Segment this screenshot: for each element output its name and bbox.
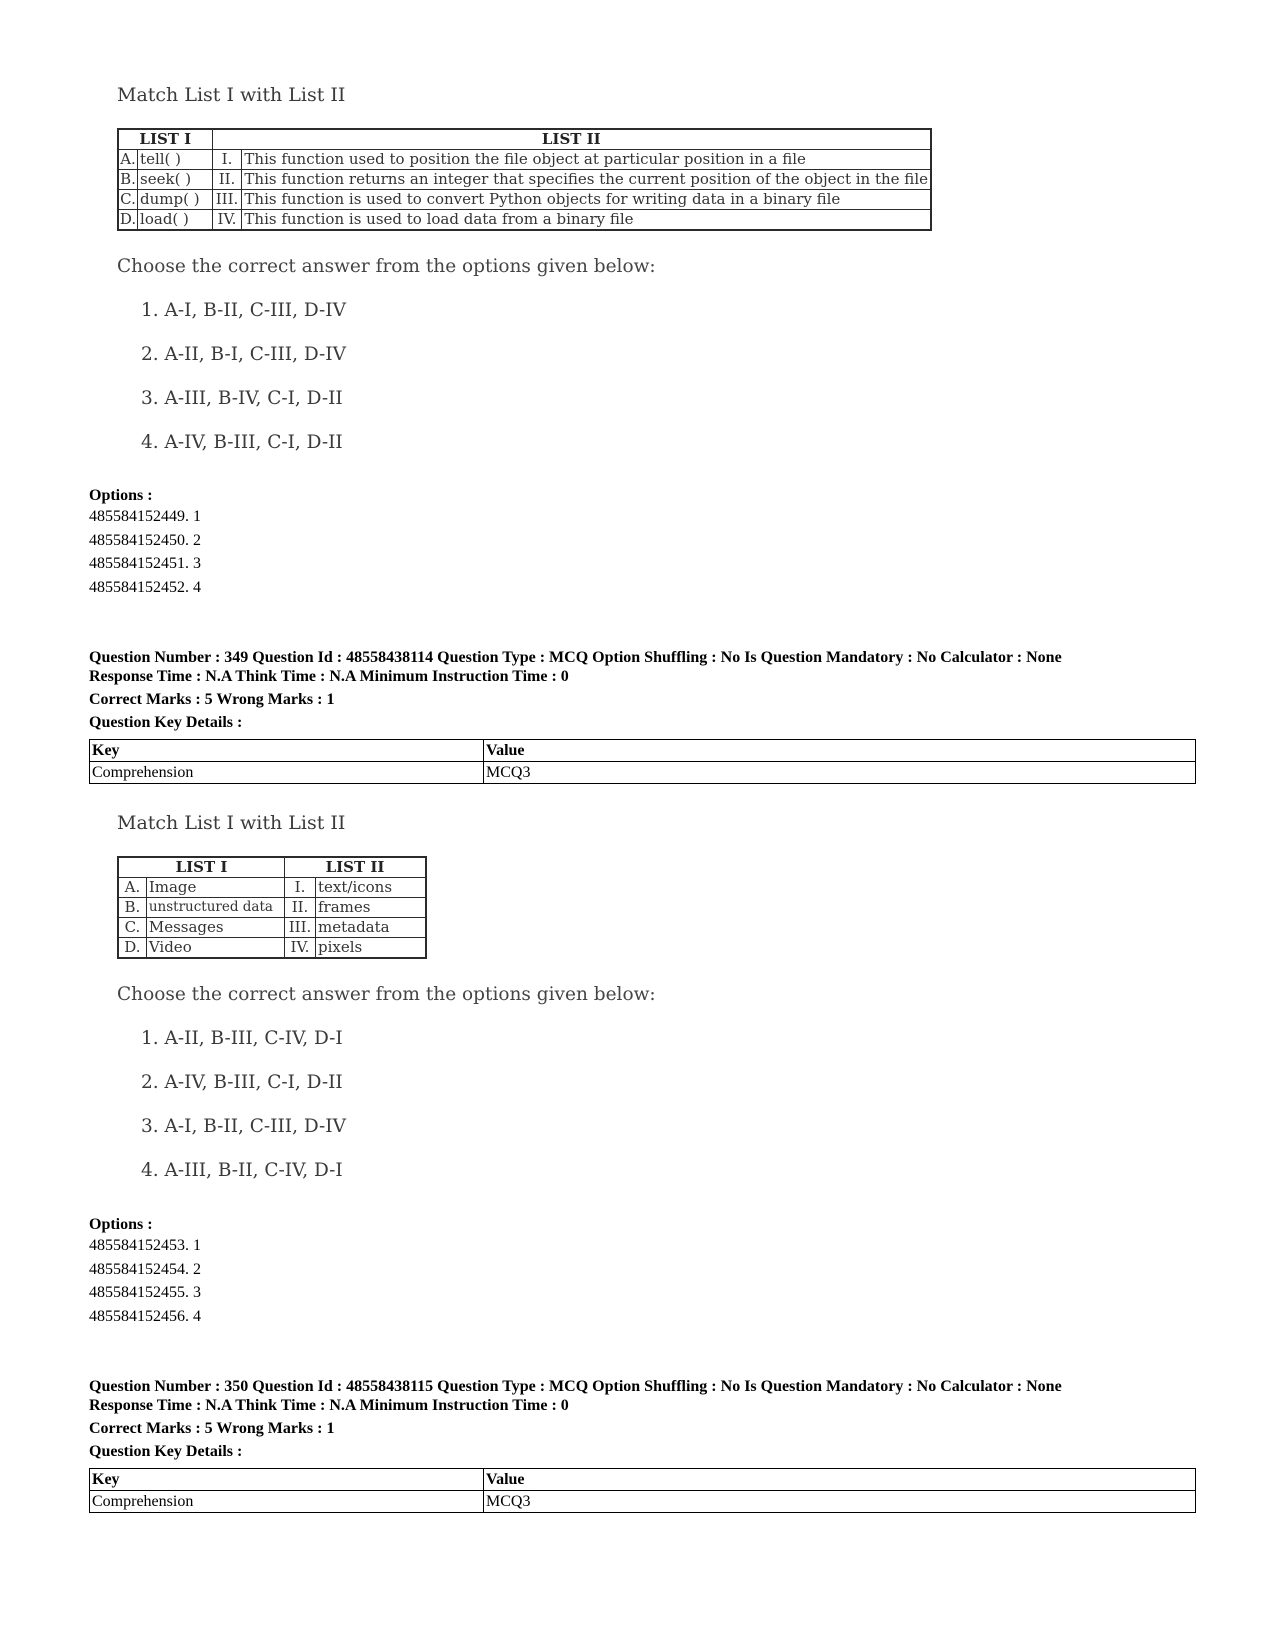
answer-choice: 3. A-III, B-IV, C-I, D-II xyxy=(141,388,343,409)
options-title: Options : xyxy=(89,1216,153,1233)
value-cell: MCQ3 xyxy=(484,1491,1196,1513)
answer-choice: 1. A-II, B-III, C-IV, D-I xyxy=(141,1028,343,1049)
table-row: C. Messages III. metadata xyxy=(118,918,426,938)
key-value-table xyxy=(89,739,1196,784)
table-row xyxy=(90,762,1196,784)
answer-choice: 4. A-IV, B-III, C-I, D-II xyxy=(141,432,343,453)
table-row: A. Image I. text/icons xyxy=(118,878,426,898)
meta-line-2: Response Time : N.A Think Time : N.A Minimum Instruction Time : 0 xyxy=(89,668,569,685)
value-header: Value xyxy=(484,1469,1196,1491)
option-line: 485584152450. 2 xyxy=(89,531,201,549)
table-row xyxy=(90,1491,1196,1513)
key-header: Key xyxy=(90,1469,484,1491)
key-details-title: Question Key Details : xyxy=(89,714,243,731)
table-row xyxy=(90,740,1196,762)
marks-line: Correct Marks : 5 Wrong Marks : 1 xyxy=(89,691,335,708)
answer-choice: 3. A-I, B-II, C-III, D-IV xyxy=(141,1116,346,1137)
option-line: 485584152453. 1 xyxy=(89,1237,201,1254)
question-348-image xyxy=(117,80,937,460)
answer-choice: 2. A-II, B-I, C-III, D-IV xyxy=(141,344,346,365)
key-details-title: Question Key Details : xyxy=(89,1443,243,1460)
meta-line-1: Question Number : 350 Question Id : 48558438115 Question Type : MCQ Option Shuffling : No Is Question Mandatory : No Calculator : None xyxy=(89,1378,1062,1395)
options-title: Options : xyxy=(89,487,153,504)
match-table xyxy=(117,856,427,959)
key-header: Key xyxy=(90,740,484,762)
question-heading: Match List I with List II xyxy=(117,812,346,834)
meta-line-1: Question Number : 349 Question Id : 48558438114 Question Type : MCQ Option Shuffling : No Is Question Mandatory : No Calculator : None xyxy=(89,649,1062,666)
option-line: 485584152451. 3 xyxy=(89,555,201,572)
answer-choice: 4. A-III, B-II, C-IV, D-I xyxy=(141,1160,343,1181)
option-line: 485584152452. 4 xyxy=(89,578,201,596)
option-line: 485584152456. 4 xyxy=(89,1307,201,1325)
key-value-table xyxy=(89,1468,1196,1513)
option-line: 485584152455. 3 xyxy=(89,1284,201,1301)
key-cell: Comprehension xyxy=(90,762,484,784)
options-block xyxy=(89,1216,201,1328)
table-row: D. load( ) IV. This function is used to load data from a binary file xyxy=(118,210,931,231)
answer-choice: 2. A-IV, B-III, C-I, D-II xyxy=(141,1072,343,1093)
table-row: C. dump( ) III. This function is used to convert Python objects for writing data in a binary file xyxy=(118,190,931,210)
value-cell: MCQ3 xyxy=(484,762,1196,784)
table-row: B. seek( ) II. This function returns an integer that specifies the current position of the object in the file xyxy=(118,170,931,190)
choose-prompt: Choose the correct answer from the options given below: xyxy=(117,984,656,1005)
table-row: A. tell( ) I. This function used to position the file object at particular position in a file xyxy=(118,150,931,170)
question-heading: Match List I with List II xyxy=(117,84,346,106)
list2-header: LIST II xyxy=(212,129,931,150)
option-line: 485584152454. 2 xyxy=(89,1260,201,1278)
answer-choice: 1. A-I, B-II, C-III, D-IV xyxy=(141,300,346,321)
table-row: B. unstructured data II. frames xyxy=(118,898,426,918)
marks-line: Correct Marks : 5 Wrong Marks : 1 xyxy=(89,1420,335,1437)
list2-header: LIST II xyxy=(285,857,427,878)
value-header: Value xyxy=(484,740,1196,762)
question-349-meta xyxy=(89,648,1239,732)
match-table xyxy=(117,128,932,231)
options-block xyxy=(89,487,201,599)
question-350-meta xyxy=(89,1377,1239,1461)
table-row: D. Video IV. pixels xyxy=(118,938,426,959)
table-row xyxy=(90,1469,1196,1491)
list1-header: LIST I xyxy=(118,857,285,878)
meta-line-2: Response Time : N.A Think Time : N.A Minimum Instruction Time : 0 xyxy=(89,1397,569,1414)
choose-prompt: Choose the correct answer from the options given below: xyxy=(117,256,656,277)
question-349-image xyxy=(117,808,937,1198)
key-cell: Comprehension xyxy=(90,1491,484,1513)
list1-header: LIST I xyxy=(118,129,212,150)
option-line: 485584152449. 1 xyxy=(89,508,201,525)
